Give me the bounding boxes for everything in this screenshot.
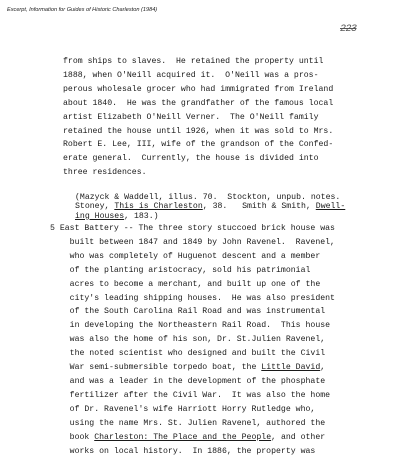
page-number bbox=[340, 24, 357, 35]
line-text: , and other bbox=[271, 433, 325, 442]
text-line: fertilizer after the Civil War. It was also the home bbox=[50, 389, 335, 403]
text-line: using the name Mrs. St. Julien Ravenel, authored the bbox=[50, 417, 335, 431]
citation-line bbox=[75, 202, 345, 211]
boat-name: Little David bbox=[261, 363, 320, 372]
text-line: city's leading shipping houses. He was also president bbox=[50, 292, 335, 306]
page-number-value: 223 bbox=[340, 24, 357, 35]
book-title: Charleston: The Place and the People bbox=[94, 433, 271, 442]
text-line: retained the house until 1926, when it was sold to Mrs. bbox=[63, 125, 333, 139]
citation-line bbox=[75, 212, 345, 221]
text-line: of Dr. Ravenel's wife Harriott Horry Rutledge who, bbox=[50, 403, 335, 417]
book-title: ing Houses bbox=[75, 212, 124, 221]
text-line: of the planting aristocracy, sold his patrimonial bbox=[50, 264, 335, 278]
text-line: of the South Carolina Rail Road and was instrumental bbox=[50, 305, 335, 319]
citation-text: , 38. Smith & Smith, bbox=[203, 202, 316, 211]
text-line: the noted scientist who designed and built the Civil bbox=[50, 347, 335, 361]
book-title: This is Charleston bbox=[114, 202, 202, 211]
citation-text: , 183.) bbox=[124, 212, 158, 221]
text-line: about 1840. He was the grandfather of the famous local bbox=[63, 97, 333, 111]
text-line: 5 East Battery -- The three story stuccoed brick house was bbox=[50, 222, 335, 236]
text-line: erate general. Currently, the house is divided into bbox=[63, 152, 333, 166]
book-title: Dwell- bbox=[316, 202, 345, 211]
text-line: acres to become a merchant, and built up one of the bbox=[50, 278, 335, 292]
text-line: 1888, when O'Neill acquired it. O'Neill was a pros- bbox=[63, 69, 333, 83]
citation-line: (Mazyck & Waddell, illus. 70. Stockton, unpub. notes. bbox=[75, 193, 345, 202]
citation-text: Stoney, bbox=[75, 202, 114, 211]
document-header: Excerpt, Information for Guides of Historic Charleston (1984) bbox=[7, 7, 157, 13]
text-line bbox=[50, 431, 335, 445]
line-text: War semi-submersible torpedo boat, the bbox=[50, 363, 261, 372]
paragraph-continued bbox=[63, 55, 333, 180]
text-line: three residences. bbox=[63, 166, 333, 180]
text-line: Robert E. Lee, III, wife of the grandson of the Confed- bbox=[63, 138, 333, 152]
line-text: , bbox=[320, 363, 325, 372]
text-line: perous wholesale grocer who had immigrated from Ireland bbox=[63, 83, 333, 97]
text-line: in developing the Northeastern Rail Road. This house bbox=[50, 319, 335, 333]
text-line: who was completely of Huguenot descent and a member bbox=[50, 250, 335, 264]
line-text: book bbox=[50, 433, 94, 442]
citation bbox=[75, 193, 345, 221]
entry-5-east-battery bbox=[50, 222, 335, 458]
text-line: works on local history. In 1886, the property was bbox=[50, 445, 335, 458]
text-line: was also the home of his son, Dr. St.Julien Ravenel, bbox=[50, 333, 335, 347]
text-line: built between 1847 and 1849 by John Ravenel. Ravenel, bbox=[50, 236, 335, 250]
text-line: and was a leader in the development of the phosphate bbox=[50, 375, 335, 389]
text-line: artist Elizabeth O'Neill Verner. The O'Neill family bbox=[63, 111, 333, 125]
text-line bbox=[50, 361, 335, 375]
text-line: from ships to slaves. He retained the property until bbox=[63, 55, 333, 69]
